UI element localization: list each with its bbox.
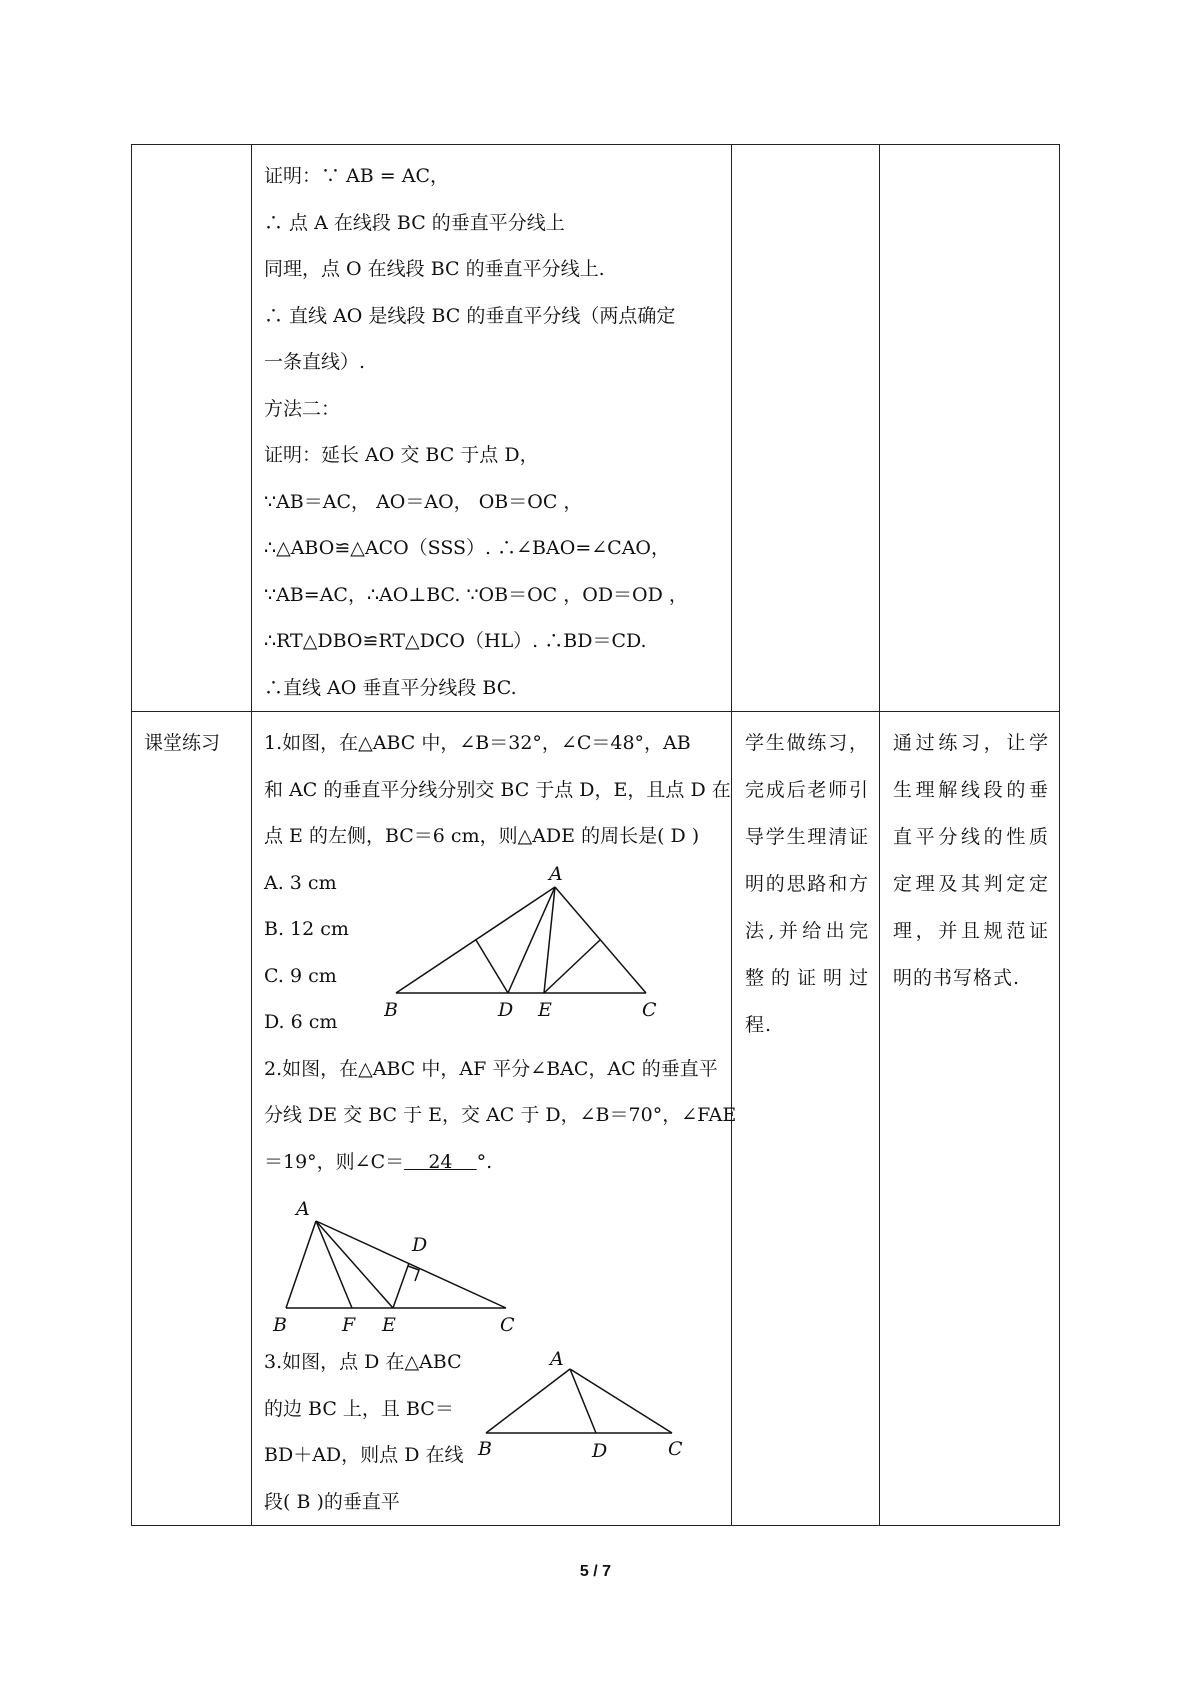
- q2-answer-blank: [404, 1151, 477, 1173]
- proof1-line: 一条直线）.: [264, 351, 366, 373]
- proof-intent-cell: [880, 145, 1060, 712]
- q2-line3-prefix: ＝19°，则∠C＝: [264, 1150, 405, 1173]
- q2-block: [264, 1185, 721, 1339]
- q3-label-b: B: [478, 1438, 492, 1460]
- proof2-line: ∵AB=AC，∴AO⊥BC. ∵OB＝OC ，OD＝OD ，: [264, 583, 688, 606]
- q3-label-d: D: [592, 1440, 608, 1462]
- q2-label-b: B: [273, 1314, 287, 1336]
- q2-label-c: C: [500, 1314, 515, 1336]
- q1-label-d: D: [498, 998, 514, 1021]
- q2-line3-suffix: °.: [476, 1150, 493, 1173]
- proof1-line: 证明：∵ AB = AC，: [264, 165, 449, 187]
- proof1-line: ∴ 直线 AO 是线段 BC 的垂直平分线（两点确定: [264, 304, 676, 327]
- proof1-line: 同理，点 O 在线段 BC 的垂直平分线上.: [264, 258, 605, 280]
- proof2-line: 方法二：: [264, 397, 341, 420]
- q1-line: 和 AC 的垂直平分线分别交 BC 于点 D，E，且点 D 在: [264, 778, 731, 801]
- q2-answer: 24: [428, 1150, 453, 1173]
- section-label-cell: [132, 712, 252, 1526]
- q3-line: 3.如图，点 D 在△ABC: [264, 1351, 462, 1373]
- q1-label-b: B: [384, 998, 398, 1021]
- q2-label-d: D: [412, 1234, 428, 1256]
- q3-line: 段( B )的垂直平: [264, 1490, 400, 1513]
- q3-label-a: A: [550, 1348, 564, 1370]
- q1-line: 点 E 的左侧，BC＝6 cm，则△ADE 的周长是( D ): [264, 825, 700, 847]
- q2-label-e: E: [382, 1314, 396, 1336]
- proof2-line: ∴RT△DBO≌RT△DCO（HL）. ∴BD＝CD.: [264, 630, 647, 652]
- student-activity-text: 学生做练习，完成后老师引导学生理清证明的思路和方法,并给出完整的证明过程.: [745, 732, 869, 1036]
- q1-label-e: E: [538, 998, 552, 1021]
- q1-option: D. 6 cm: [264, 1011, 338, 1033]
- q1-block: [264, 860, 721, 1046]
- q1-label-a: A: [549, 862, 563, 885]
- practice-content-cell: [252, 712, 737, 1526]
- practice-row: [132, 712, 1060, 1526]
- proof-row: [132, 145, 1060, 712]
- q1-line: 1.如图，在△ABC 中，∠B＝32°，∠C＝48°，AB: [264, 732, 691, 754]
- design-intent-text: 通过练习，让学生理解线段的垂直平分线的性质定理及其判定定理，并且规范证明的书写格式.: [893, 732, 1049, 989]
- proof1-line: ∴ 点 A 在线段 BC 的垂直平分线上: [264, 211, 565, 234]
- page-number: 5 / 7: [579, 1563, 612, 1580]
- q1-option: C. 9 cm: [264, 964, 337, 987]
- q3-triangle-figure: [460, 1345, 710, 1475]
- q2-line: [264, 1139, 721, 1186]
- q3-line: BD＋AD，则点 D 在线: [264, 1444, 464, 1466]
- q1-option: B. 12 cm: [264, 918, 349, 940]
- proof2-line: ∴直线 AO 垂直平分线段 BC.: [264, 676, 517, 699]
- q2-label-f: F: [342, 1314, 356, 1336]
- q3-block: [264, 1339, 721, 1525]
- q2-triangle-figure: [268, 1191, 538, 1341]
- section-label: 课堂练习: [144, 732, 221, 754]
- lesson-table: [131, 144, 1060, 1526]
- student-activity-cell: [732, 712, 880, 1526]
- q2-line: 2.如图，在△ABC 中，AF 平分∠BAC，AC 的垂直平: [264, 1057, 718, 1080]
- proof-activity-cell: [732, 145, 880, 712]
- proof-label-cell: [132, 145, 252, 712]
- proof2-line: ∵AB＝AC， AO＝AO， OB＝OC ，: [264, 490, 583, 513]
- proof2-line: 证明：延长 AO 交 BC 于点 D，: [264, 444, 539, 466]
- q1-label-c: C: [642, 998, 657, 1021]
- proof2-line: ∴△ABO≌△ACO（SSS）. ∴∠BAO=∠CAO，: [264, 537, 670, 559]
- q1-option: A. 3 cm: [264, 871, 337, 894]
- q2-line: 分线 DE 交 BC 于 E，交 AC 于 D，∠B＝70°，∠FAE: [264, 1104, 737, 1126]
- q2-label-a: A: [296, 1198, 310, 1220]
- design-intent-cell: [880, 712, 1060, 1526]
- q3-label-c: C: [668, 1438, 683, 1460]
- q3-line: 的边 BC 上，且 BC＝: [264, 1397, 454, 1420]
- q1-triangle-figure: [384, 856, 684, 1026]
- proof-content-cell: [252, 145, 732, 712]
